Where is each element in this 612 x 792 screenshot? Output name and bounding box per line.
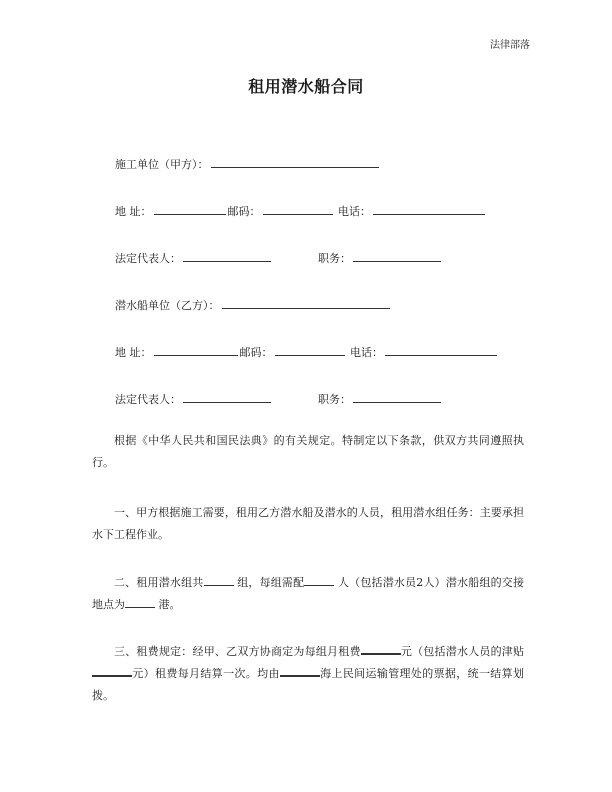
clause-2-text-1: 二、租用潜水组共 xyxy=(114,576,204,589)
party-b-position-field[interactable] xyxy=(353,390,441,403)
clause-3-text-1: 三、租费规定：经甲、乙双方协商定为每组月租费 xyxy=(114,645,361,658)
party-b-phone-field[interactable] xyxy=(385,343,497,356)
party-a-address-label: 地 址： xyxy=(115,205,152,218)
intro-paragraph: 根据《中华人民共和国民法典》的有关规定。特制定以下条款，供双方共同遵照执行。 xyxy=(92,434,524,469)
party-b-unit-row xyxy=(115,296,392,313)
party-a-unit-field[interactable] xyxy=(211,155,379,168)
clause-3-place-field[interactable] xyxy=(280,663,320,677)
clause-2-text-4: 港。 xyxy=(158,598,181,611)
clause-2-people-field[interactable] xyxy=(304,573,334,586)
party-a-unit-row xyxy=(115,155,381,172)
party-b-unit-field[interactable] xyxy=(222,296,390,309)
party-a-position-label: 职务： xyxy=(318,252,351,265)
clause-2-paragraph xyxy=(92,572,524,616)
party-a-address-field[interactable] xyxy=(154,202,226,215)
document-title: 租用潜水船合同 xyxy=(248,77,364,96)
party-a-rep-label: 法定代表人： xyxy=(115,252,181,265)
party-b-rep-label: 法定代表人： xyxy=(115,393,181,406)
clause-3-paragraph xyxy=(92,641,524,707)
clause-3-text-4: 海上民间运输管理处的票据，统一结算划拨。 xyxy=(92,667,524,702)
party-b-unit-label: 潜水船单位（乙方）： xyxy=(115,299,220,312)
party-a-postcode-field[interactable] xyxy=(263,202,333,215)
party-b-postcode-label: 邮码： xyxy=(239,346,273,359)
clause-3-allowance-field[interactable] xyxy=(92,663,132,677)
header-tag: 法律部落 xyxy=(490,40,530,51)
party-a-postcode-label: 邮码： xyxy=(227,205,261,218)
party-b-postcode-field[interactable] xyxy=(275,343,345,356)
party-a-phone-label: 电话： xyxy=(338,205,371,218)
party-a-rep-field[interactable] xyxy=(183,249,271,262)
clause-2-groups-field[interactable] xyxy=(204,573,234,586)
clause-3-monthly-fee-field[interactable] xyxy=(361,641,401,655)
party-a-position-row xyxy=(318,249,443,266)
party-a-unit-label: 施工单位（甲方）： xyxy=(115,158,209,171)
party-a-phone-field[interactable] xyxy=(373,202,485,215)
party-a-position-field[interactable] xyxy=(353,249,441,262)
clause-3-text-2: 元（包括潜水人员的津贴 xyxy=(400,645,525,658)
clause-1-paragraph: 一、甲方根据施工需要，租用乙方潜水船及潜水的人员，租用潜水组任务：主要承担水下工程作业。 xyxy=(92,506,524,541)
party-b-address-field[interactable] xyxy=(154,343,238,356)
clause-2-text-3: 人（包括潜水员2人）潜水船组的交接地点为 xyxy=(92,576,524,611)
party-b-position-row xyxy=(318,390,443,407)
party-b-phone-label: 电话： xyxy=(350,346,383,359)
party-b-rep-row xyxy=(115,390,273,407)
party-a-address-row xyxy=(115,202,487,219)
party-a-rep-row xyxy=(115,249,273,266)
party-b-address-row xyxy=(115,343,499,360)
party-b-address-label: 地 址： xyxy=(115,346,152,359)
clause-2-port-field[interactable] xyxy=(125,595,155,608)
party-b-position-label: 职务： xyxy=(318,393,351,406)
clause-2-text-2: 组，每组需配 xyxy=(237,576,305,589)
party-b-rep-field[interactable] xyxy=(183,390,271,403)
clause-3-text-3: 元）租费每月结算一次。均由 xyxy=(132,667,280,680)
